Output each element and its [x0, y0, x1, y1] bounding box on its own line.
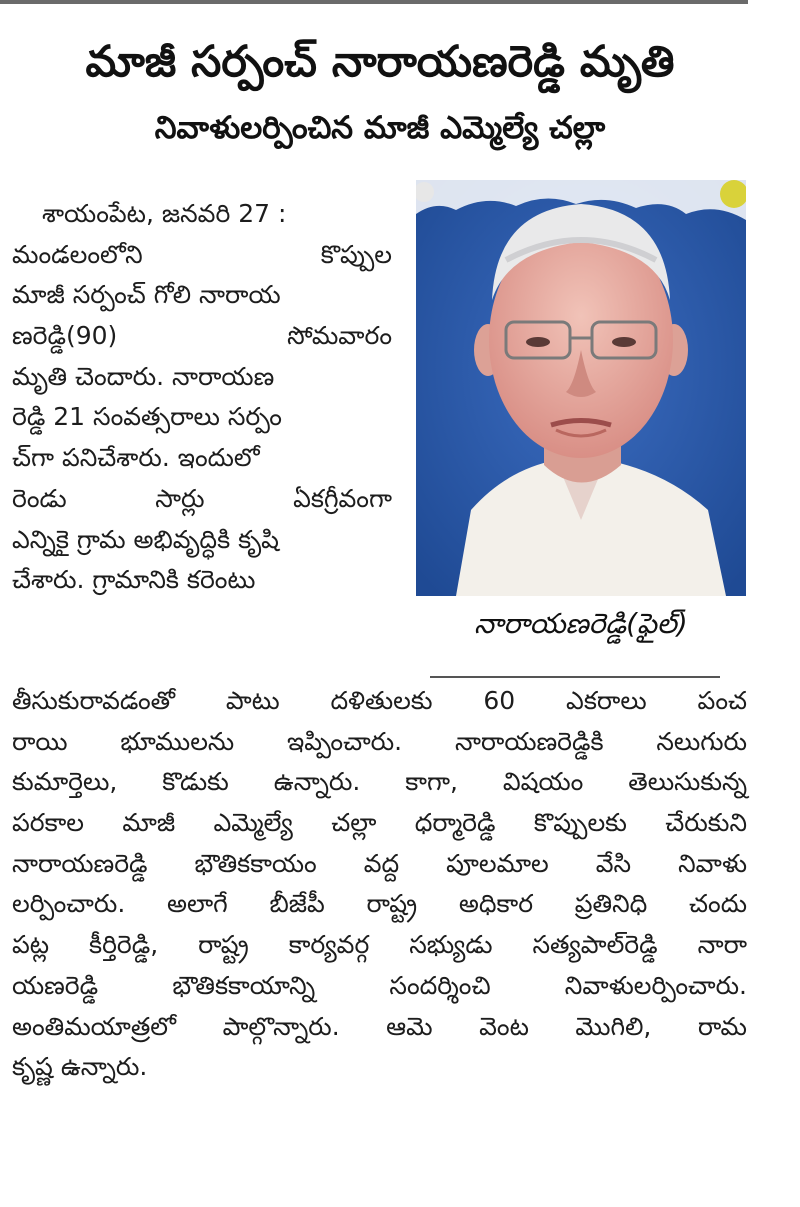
- caption-divider: [430, 676, 720, 678]
- body-line: కుమార్తెలు, కొడుకు ఉన్నారు. కాగా, విషయం తెలుసుకున్న: [12, 767, 747, 797]
- top-divider: [0, 0, 748, 4]
- body-line: చ్‌గా పనిచేశారు. ఇందులో: [12, 443, 260, 473]
- body-line: నారాయణరెడ్డి భౌతికకాయం వద్ద పూలమాల వేసి నివాళు: [12, 848, 747, 878]
- body-line: తీసుకురావడంతో పాటు దళితులకు 60 ఎకరాలు పంచ: [12, 686, 747, 715]
- headline: మాజీ సర్పంచ్ నారాయణరెడ్డి మృతి: [85, 37, 675, 87]
- portrait-illustration: [416, 180, 746, 596]
- body-line: రాయి భూములను ఇప్పించారు. నారాయణరెడ్డికి నలుగురు: [12, 726, 747, 756]
- body-line: పట్ల కీర్తిరెడ్డి, రాష్ట్ర కార్యవర్గ సభ్యుడు సత్యపాల్‌రెడ్డి నారా: [12, 930, 747, 960]
- body-line: చేశారు. గ్రామానికి కరెంటు: [12, 565, 256, 595]
- body-line: రెండు సార్లు ఏకగ్రీవంగా: [12, 483, 392, 513]
- body-line: పరకాల మాజీ ఎమ్మెల్యే చల్లా ధర్మారెడ్డి కొప్పులకు చేరుకుని: [12, 808, 747, 838]
- article-body-column: [12, 194, 392, 601]
- body-line: ఎన్నికై గ్రామ అభివృద్ధికి కృషి: [12, 524, 279, 554]
- body-line: లర్పించారు. అలాగే బీజేపీ రాష్ట్ర అధికార ప్రతినిధి చందు: [12, 889, 747, 919]
- portrait-photo: [416, 180, 746, 596]
- body-line: మృతి చెందారు. నారాయణ: [12, 361, 275, 391]
- body-line: మండలంలోని కొప్పుల: [12, 239, 392, 269]
- body-line: అంతిమయాత్రలో పాల్గొన్నారు. ఆమె వెంట మొగిలి, రామ: [12, 1011, 747, 1041]
- photo-caption: నారాయణరెడ్డి(ఫైల్): [474, 607, 688, 640]
- body-line: కృష్ణ ఉన్నారు.: [12, 1052, 148, 1082]
- body-line: మాజీ సర్పంచ్ గోలి నారాయ: [12, 280, 281, 310]
- body-line: యణరెడ్డి భౌతికకాయాన్ని సందర్శించి నివాళులర్పించారు.: [12, 970, 747, 1000]
- body-line: రెడ్డి 21 సంవత్సరాలు సర్పం: [12, 402, 282, 432]
- body-line: ణరెడ్డి(90) సోమవారం: [12, 321, 392, 351]
- body-line: శాయంపేట, జనవరి 27 :: [42, 199, 287, 228]
- article-body-full-width: [12, 681, 747, 1088]
- subheadline: నివాళులర్పించిన మాజీ ఎమ్మెల్యే చల్లా: [154, 110, 606, 146]
